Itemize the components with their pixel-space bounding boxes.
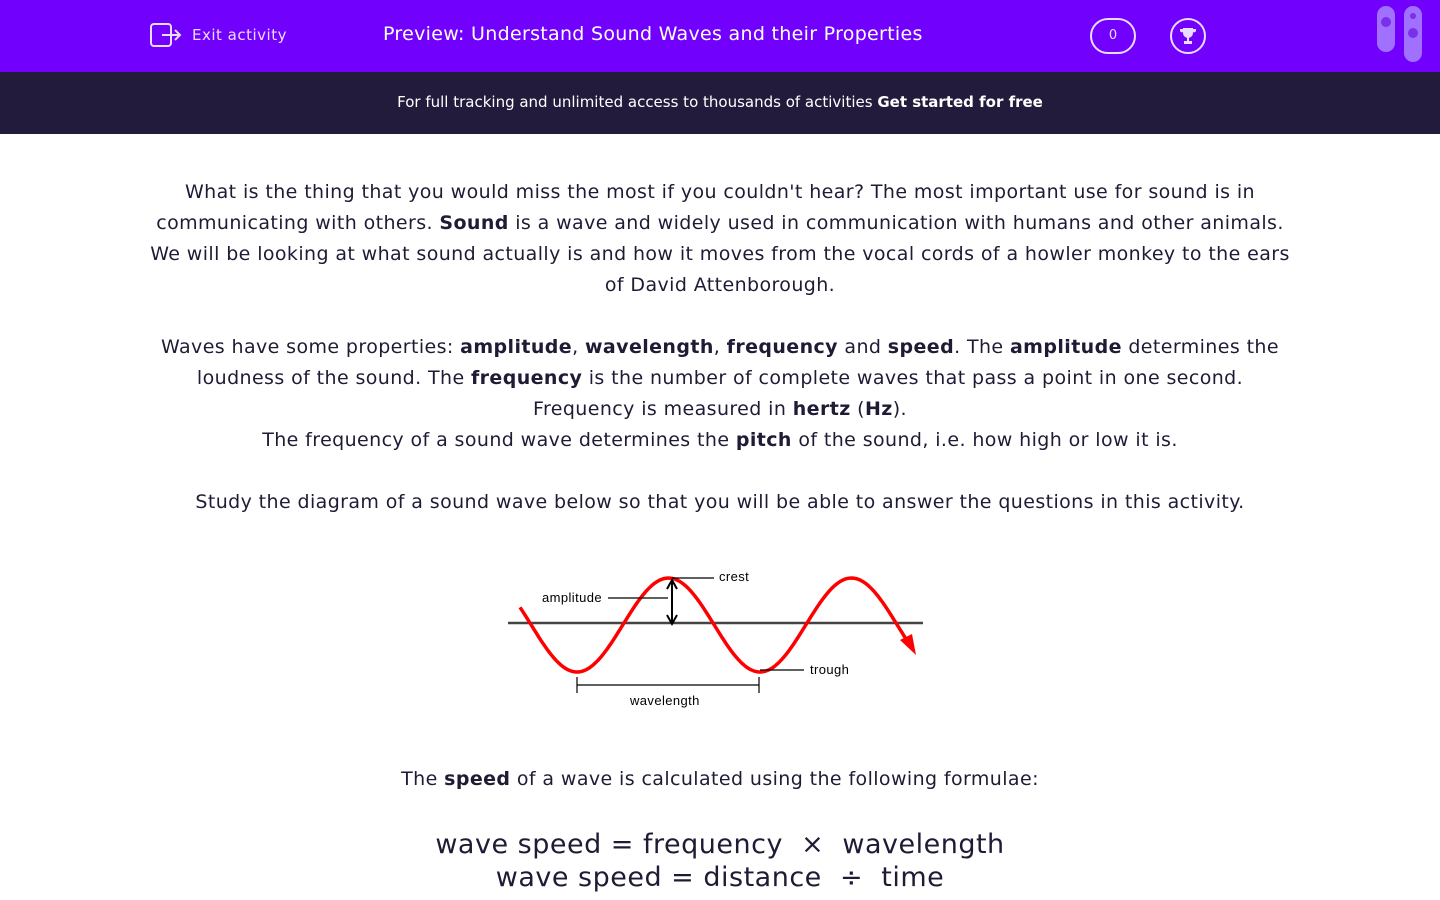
speed-paragraph: The speed of a wave is calculated using the following formulae:	[401, 768, 1039, 790]
intro-paragraph: What is the thing that you would miss the most if you couldn't hear? The most important use for sound is in communicating with others. Sound is a wave and widely used in communication with humans and other animals. We will be looking at what sound actually is and how it moves from the vocal cords of a howler monkey to the ears of David Attenborough.	[150, 181, 1290, 296]
pitch-paragraph: The frequency of a sound wave determines the pitch of the sound, i.e. how high or low it is.	[262, 429, 1178, 451]
wavelength-label: wavelength	[630, 693, 700, 708]
get-started-link[interactable]: Get started for free	[877, 93, 1043, 111]
properties-paragraph: Waves have some properties: amplitude, wavelength, frequency and speed. The amplitude determines the loudness of the sound. The frequency is the number of complete waves that pass a point in one second. Frequency is measured in hertz (Hz).	[161, 336, 1279, 420]
sound-wave-diagram	[500, 558, 940, 718]
arrowhead	[900, 634, 916, 655]
page-title: Preview: Understand Sound Waves and their Properties	[383, 23, 923, 45]
amplitude-label: amplitude	[542, 590, 602, 605]
crest-label: crest	[719, 569, 750, 584]
formula-2: wave speed = distance ÷ time	[495, 862, 945, 893]
formula-1: wave speed = frequency × wavelength	[435, 829, 1005, 860]
score-badge: 0	[1090, 18, 1136, 54]
trough-label: trough	[810, 662, 850, 677]
banner-text: For full tracking and unlimited access to thousands of activities	[397, 93, 878, 111]
exit-label: Exit activity	[192, 26, 287, 44]
study-paragraph: Study the diagram of a sound wave below so that you will be able to answer the questions in this activity.	[195, 491, 1245, 513]
